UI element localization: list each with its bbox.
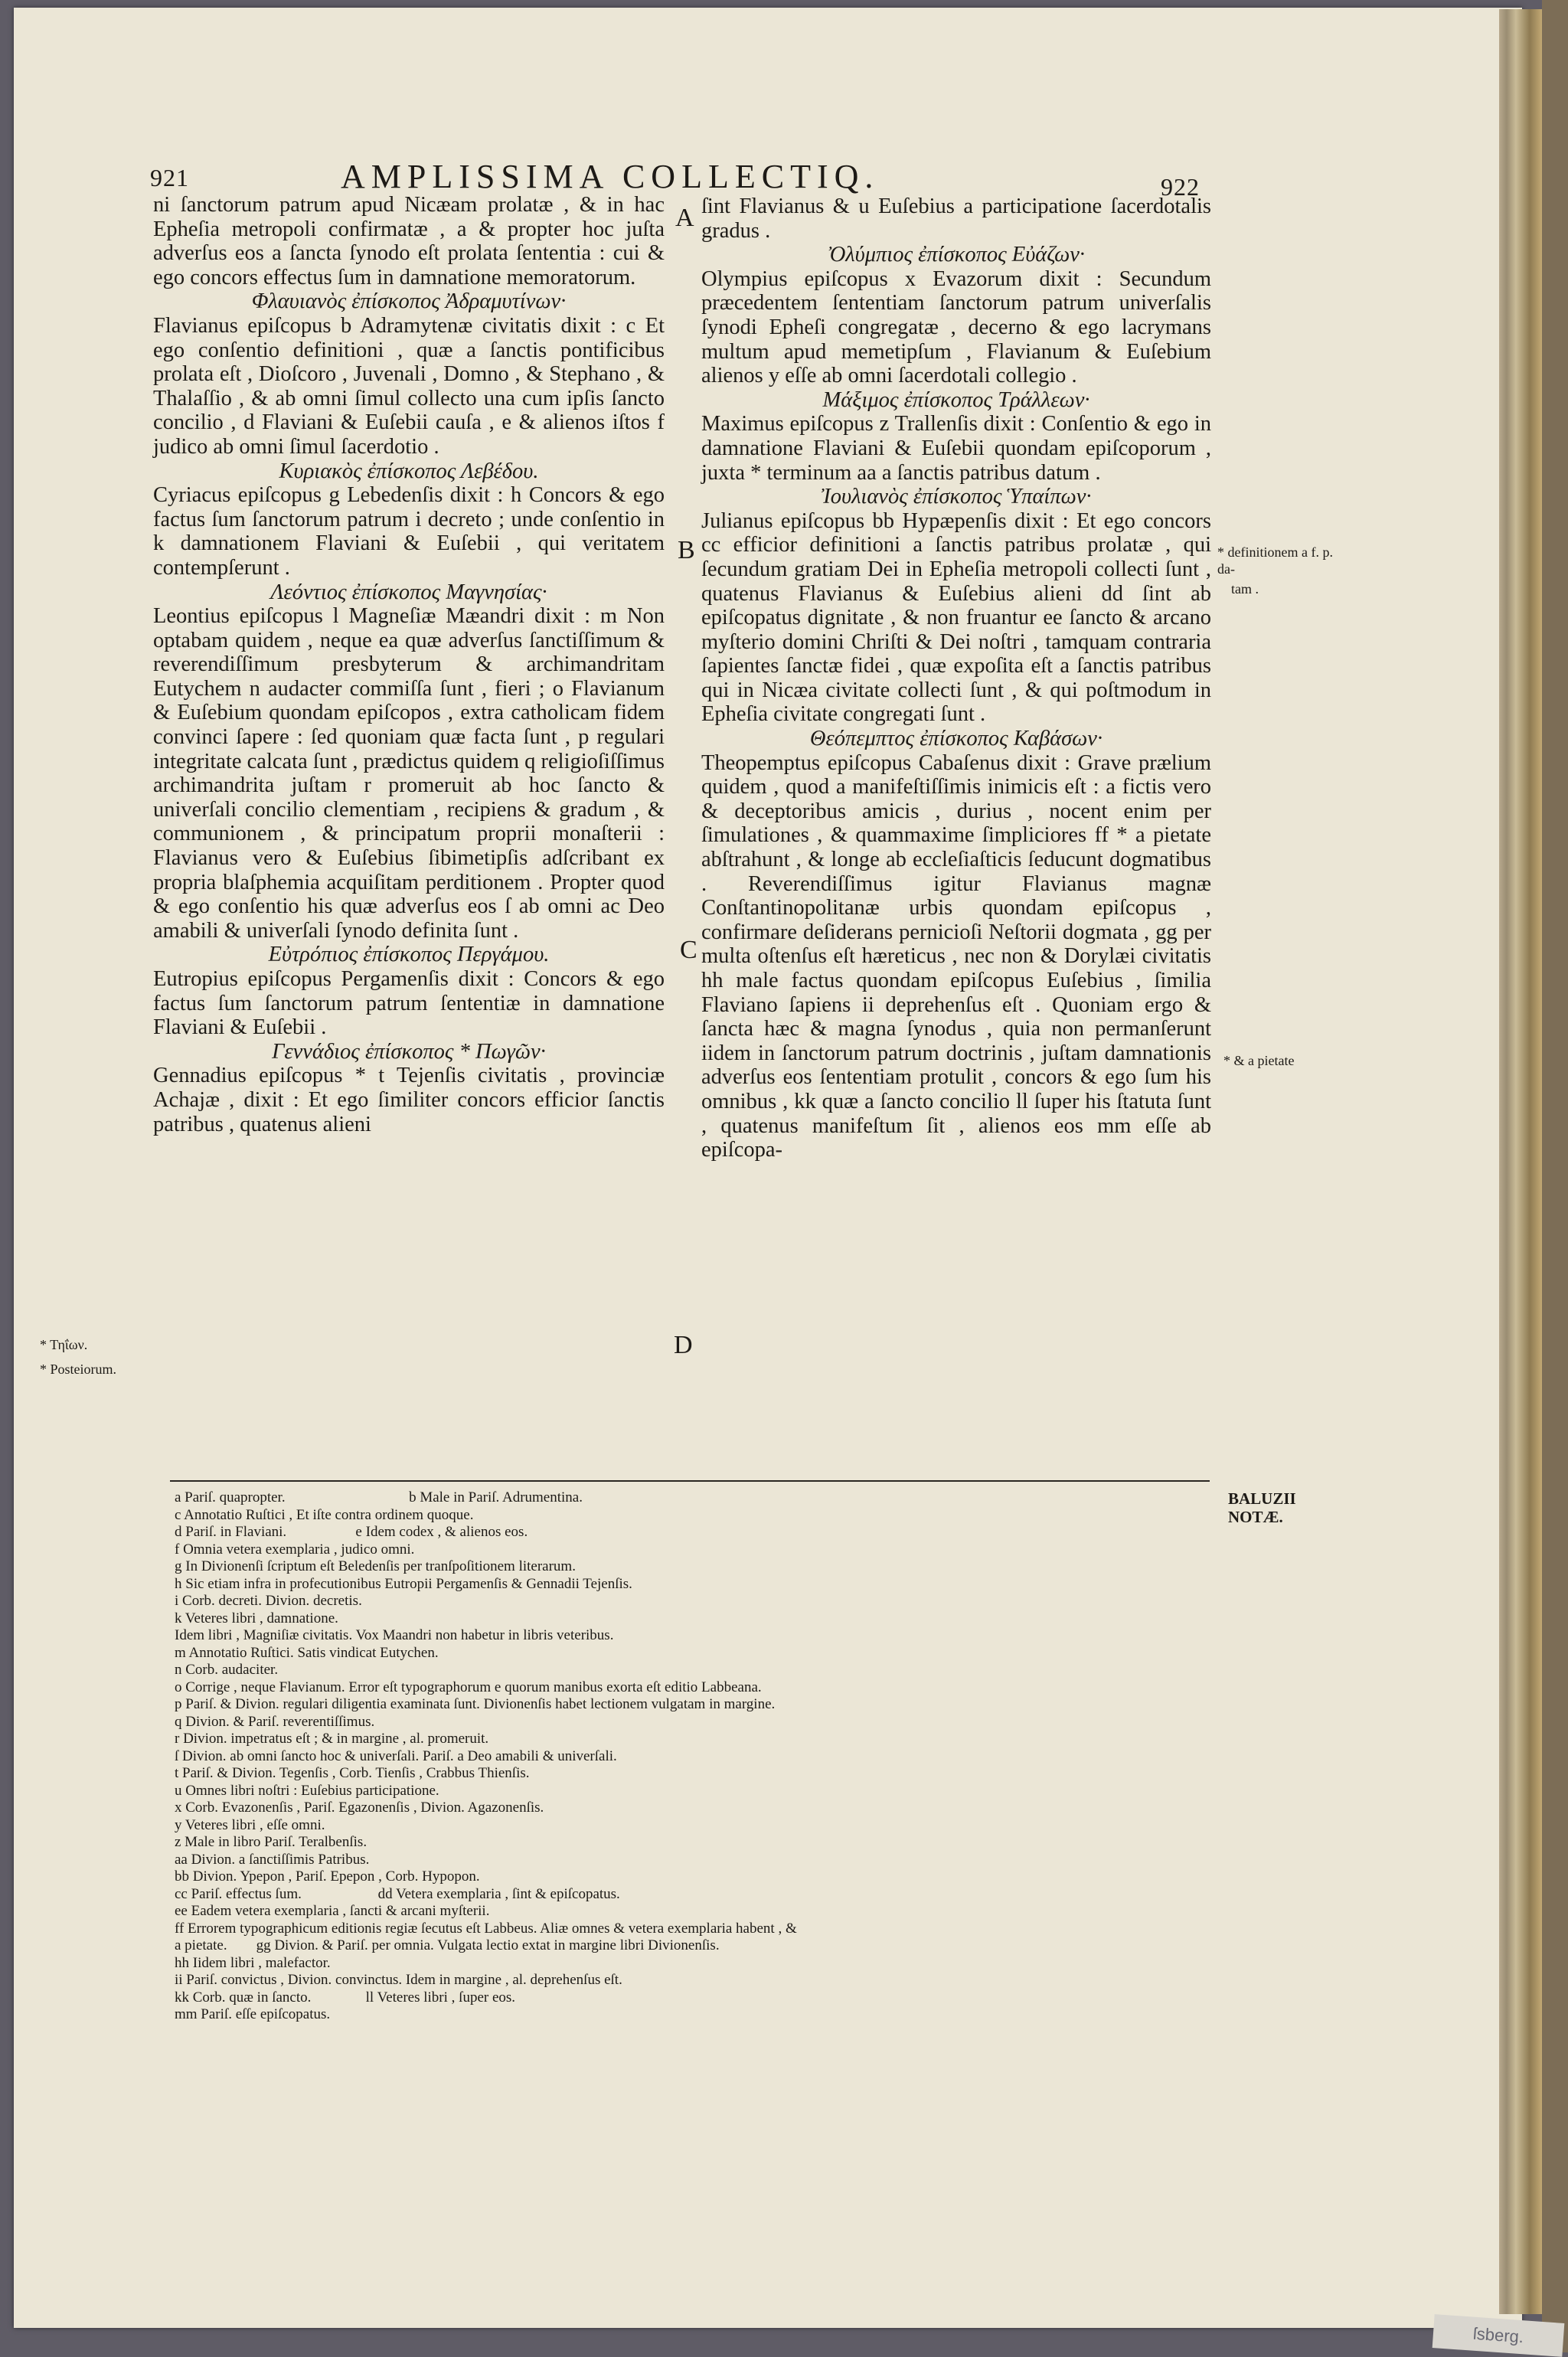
footnote-line: a pietate. gg Divion. & Pariſ. per omnia. Vulgata lectio extat in margine libri Divionenſis. — [175, 1937, 720, 1953]
footnote-line: aa Divion. a ſanctiſſimis Patribus. — [175, 1851, 370, 1868]
footnote-line: m Annotatio Ruſtici. Satis vindicat Eutychen. — [175, 1644, 439, 1661]
margin-note: * definitionem a f. p. da- — [1217, 544, 1333, 577]
right-column — [701, 195, 1211, 1162]
footnote-line: ii Pariſ. convictus , Divion. convinctus. Idem in margine , al. deprehenſus eſt. — [175, 1972, 622, 1988]
footnote-line: a Pariſ. quapropter. b Male in Pariſ. Adrumentina. — [175, 1489, 583, 1505]
page-number-left: 921 — [150, 164, 189, 191]
footnote-line: y Veteres libri , eſſe omni. — [175, 1816, 325, 1833]
footnote-line: o Corrige , neque Flavianum. Error eſt typographorum e quorum manibus exorta eſt editio Labbeana. — [175, 1679, 762, 1695]
right-paragraph: Olympius epiſcopus x Evazorum dixit : Secundum præcedentem ſententiam ſanctorum patrum univerſalis ſynodi Epheſi congregatæ , decerno & ego lacrymans multum apud memetipſum , Flavianum & Euſebium alienos y eſſe ab omni ſacerdotali collegio . — [701, 266, 1211, 388]
left-paragraph: Eutropius epiſcopus Pergamenſis dixit : Concors & ego factus ſum ſanctorum patrum ſententiæ in damnatione Flaviani & Euſebii . — [153, 967, 665, 1040]
footnote-line: cc Pariſ. effectus ſum. dd Vetera exemplaria , ſint & epiſcopatus. — [175, 1885, 620, 1902]
greek-heading: Ὀλύμπιος ἐπίσκοπος Εὐάζων· — [827, 243, 1086, 267]
greek-heading: Κυριακὸς ἐπίσκοπος Λεβέδου. — [279, 459, 539, 483]
footnote-rule — [170, 1480, 1210, 1482]
footnotes — [175, 1489, 1216, 2024]
footnote-line: q Divion. & Pariſ. reverentiſſimus. — [175, 1713, 375, 1730]
greek-heading: Λεόντιος ἐπίσκοπος Μαγνησίας· — [270, 580, 547, 604]
footnote-line: Idem libri , Magniſiæ civitatis. Vox Maandri non habetur in libris veteribus. — [175, 1627, 614, 1643]
footnote-line: bb Divion. Ypepon , Pariſ. Epepon , Corb. Hypopon. — [175, 1868, 480, 1885]
margin-note: * & a pietate — [1223, 1053, 1295, 1068]
greek-heading: Θεόπεμπτος ἐπίσκοπος Καβάσων· — [809, 727, 1103, 751]
footnote-line: g In Divionenſi ſcriptum eſt Beledenſis per tranſpoſitionem literarum. — [175, 1558, 576, 1574]
footnote-line: p Pariſ. & Divion. regulari diligentia examinata ſunt. Divionenſis habet lectionem vulgatam in margine. — [175, 1696, 776, 1712]
left-paragraph: ni ſanctorum patrum apud Nicæam prolatæ , & in hac Epheſia metropoli confirmatæ , a & propter hoc juſta adverſus eos a ſancta ſynodo eſt prolata ſententia : cui & ego concors effectus ſum in damnatione memoratorum. — [153, 193, 665, 289]
baluzii-notae-label: BALUZII NOTÆ. — [1228, 1489, 1296, 1526]
page-edge — [1499, 9, 1542, 2314]
footnote-line: i Corb. decreti. Divion. decretis. — [175, 1593, 362, 1609]
margin-note: * Posteiorum. — [40, 1362, 117, 1377]
page-number-right: 922 — [1161, 173, 1200, 201]
footnote-line: ee Eadem vetera exemplaria , ſancti & arcani myſterii. — [175, 1903, 490, 1919]
library-tag: ſsberg. — [1432, 2314, 1565, 2357]
right-paragraph: Maximus epiſcopus z Trallenſis dixit : Conſentio & ego in damnatione Flaviani & Euſebii quondam epiſcoporum , juxta * terminum aa a ſanctis patribus datum . — [701, 412, 1211, 485]
greek-heading: Ἰουλιανὸς ἐπίσκοπος Ὑπαίπων· — [821, 485, 1092, 509]
section-marker-b: B — [678, 536, 695, 564]
footnote-line: u Omnes libri noſtri : Euſebius participatione. — [175, 1782, 439, 1799]
running-title: AMPLISSIMA COLLECTIQ. — [341, 158, 880, 195]
footnote-line: hh Iidem libri , malefactor. — [175, 1954, 331, 1971]
footnote-line: n Corb. audaciter. — [175, 1662, 279, 1678]
left-paragraph: Leontius epiſcopus l Magneſiæ Mæandri dixit : m Non optabam quidem , neque ea quæ adverſus ſanctiſſimum & reverendiſſimum presbyterum & archimandritam Eutychem n audacter commiſſa ſunt , fieri ; o Flavianum & Euſebium quondam epiſcopos , extra catholicam fidem convinci ſapere : ſed quoniam quæ facta ſunt , p regulari integritate calcata ſunt , prædictus quidem q religioſiſſimus archimandrita juſtam r promeruit ab hoc ſancto & univerſali concilio clementiam , recipiens & gradum , & communionem , & principatum proprii monaſterii : Flavianus vero & Euſebius ſibimetipſis adſcribant ex propria blaſphemia acquiſitam perditionem . Propter quod & ego conſentio his quæ adverſus eos ſ ab omni ac Deo amabili & univerſali ſynodo definita ſunt . — [153, 604, 665, 943]
left-paragraph: Cyriacus epiſcopus g Lebedenſis dixit : h Concors & ego factus ſum ſanctorum patrum i decreto ; unde conſentio in k damnationem Flaviani & Euſebii , qui veritatem contempſerunt . — [153, 483, 665, 580]
footnote-line: k Veteres libri , damnatione. — [175, 1610, 338, 1626]
margin-note: tam . — [1231, 581, 1259, 597]
footnote-line: t Pariſ. & Divion. Tegenſis , Corb. Tienſis , Crabbus Thienſis. — [175, 1765, 530, 1781]
margin-note: * Τηΐων. — [40, 1337, 88, 1352]
greek-heading: Εὐτρόπιος ἐπίσκοπος Περγάμου. — [268, 943, 550, 967]
footnote-line: c Annotatio Ruſtici , Et iſte contra ordinem quoque. — [175, 1506, 474, 1523]
greek-heading: Μάξιμος ἐπίσκοπος Τράλλεων· — [822, 387, 1090, 412]
footnote-line: f Omnia vetera exemplaria , judico omni. — [175, 1541, 415, 1558]
left-column — [153, 193, 665, 1136]
right-paragraph: Theopemptus epiſcopus Cabaſenus dixit : Grave prælium quidem , quod a manifeſtiſſimis inimicis eſt : a fictis vero & deceptoribus amicis , durius , nocent enim per ſimulationes , & quammaxime ſimpliciores ff * a pietate abſtrahunt , & longe ab eccleſiaſticis ſeducunt dogmatibus . Reverendiſſimus igitur Flavianus magnæ Conſtantinopolitanæ urbis quondam epiſcopus , confirmare deſiderans pernicioſi Neſtorii dogmata , gg per multa oſtenſus eſt hæreticus , nec non & Dorylæi civitatis hh male factus quondam epiſcopus Euſebius , ſimilia Flaviano ſapiens ii deprehenſus eſt . Quoniam ergo & ſancta hæc & magna ſynodus , quia non permanſerunt iidem in ſanctorum patrum doctrinis , juſtam damnationis adverſus eos ſententiam protulit , concors & ego ſum his omnibus , kk quæ a ſancto concilio ll ſuper his ſtatuta ſunt , quatenus manifeſtum ſit , alienos eos mm eſſe ab epiſcopa- — [701, 750, 1211, 1162]
footnote-line: x Corb. Evazonenſis , Pariſ. Egazonenſis , Divion. Agazonenſis. — [175, 1800, 544, 1816]
section-marker-c: C — [680, 936, 697, 964]
section-marker-d: D — [674, 1331, 693, 1359]
footnote-line: d Pariſ. in Flaviani. e Idem codex , & alienos eos. — [175, 1524, 528, 1540]
footnote-line: ff Errorem typographicum editionis regiæ ſecutus eſt Labbeus. Aliæ omnes & vetera exemplaria habent , & — [175, 1920, 797, 1937]
greek-heading: Φλαυιανὸς ἐπίσκοπος Ἀδραμυτίνων· — [251, 289, 567, 314]
book-cover-edge — [1542, 0, 1568, 2352]
footnote-line: mm Pariſ. eſſe epiſcopatus. — [175, 2006, 331, 2022]
right-paragraph: ſint Flavianus & u Euſebius a participatione ſacerdotalis gradus . — [701, 195, 1211, 243]
right-paragraph: Julianus epiſcopus bb Hypæpenſis dixit : Et ego concors cc efficior definitioni a ſanctis patribus prolatæ , qui ſecundum gratiam Dei in Epheſia metropoli collecti ſunt , quatenus Flavianus & Euſebius alieni dd ſint ab epiſcopatus dignitate , & non fruantur ee ſancto & arcano myſterio domini Chriſti & Dei noſtri , tamquam contraria ſapientes ſanctæ fidei , quæ expoſita eſt a ſanctis patribus qui in Nicæa civitate collecti ſunt , & qui poſtmodum in Epheſia civitate congregati ſunt . — [701, 508, 1211, 727]
footnote-line: r Divion. impetratus eſt ; & in margine , al. promeruit. — [175, 1731, 489, 1747]
left-paragraph: Flavianus epiſcopus b Adramytenæ civitatis dixit : c Et ego conſentio definitioni , quæ a ſanctis pontificibus prolata eſt , Dioſcoro , Juvenali , Domno , & Stephano , & Thalaſſio , & ab omni ſimul collecto una cum ipſis ſancto concilio , d Flaviani & Euſebii cauſa , e & alienos iſtos f judico ab omni ſimul ſacerdotio . — [153, 313, 665, 459]
footnote-line: z Male in libro Pariſ. Teralbenſis. — [175, 1834, 368, 1850]
footnote-line: h Sic etiam infra in profecutionibus Eutropii Pergamenſis & Gennadii Tejenſis. — [175, 1575, 632, 1592]
greek-heading: Γεννάδιος ἐπίσκοπος * Πωγῶν· — [272, 1039, 546, 1064]
left-paragraph: Gennadius epiſcopus * t Tejenſis civitatis , provinciæ Achajæ , dixit : Et ego ſimiliter concors efficior ſanctis patribus , quatenus alieni — [153, 1064, 665, 1136]
footnote-line: kk Corb. quæ in ſancto. ll Veteres libri , ſuper eos. — [175, 1989, 516, 2006]
section-marker-a: A — [675, 204, 694, 232]
footnote-line: ſ Divion. ab omni ſancto hoc & univerſali. Pariſ. a Deo amabili & univerſali. — [175, 1747, 617, 1764]
